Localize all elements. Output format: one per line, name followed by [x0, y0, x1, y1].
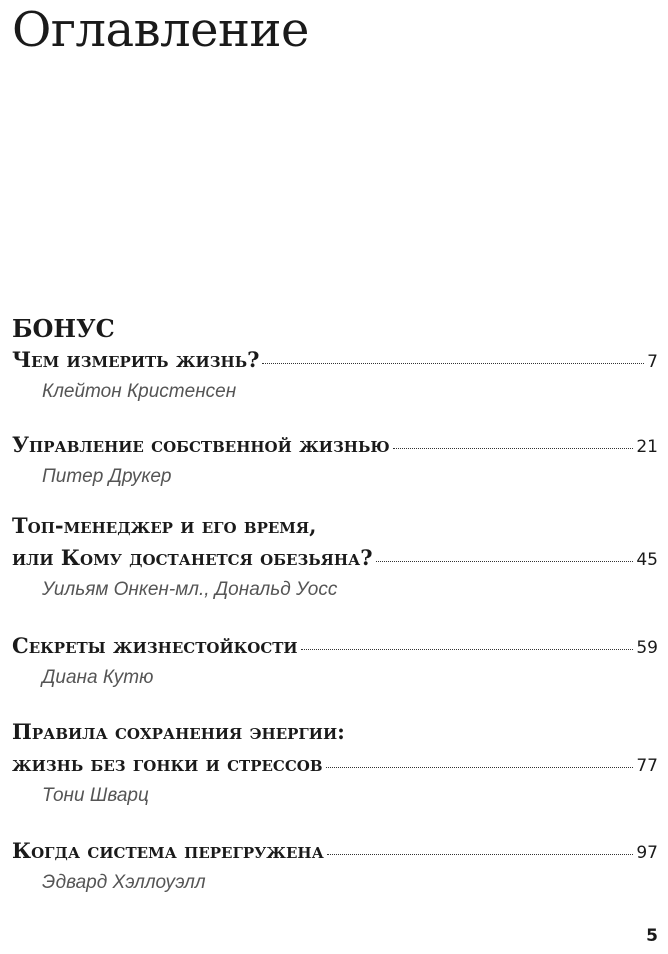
toc-entry-author: Диана Кутю	[42, 667, 154, 688]
toc-entry[interactable]	[12, 838, 658, 896]
page-folio-number: 5	[646, 926, 658, 946]
toc-page-number[interactable]: 97	[636, 843, 658, 863]
toc-page-number[interactable]: 77	[636, 756, 658, 776]
toc-page-number[interactable]: 21	[636, 437, 658, 457]
toc-entry[interactable]	[12, 633, 658, 691]
toc-entry-title-continued[interactable]: или Кому достанется обезьяна?	[12, 545, 373, 570]
toc-entry-author: Тони Шварц	[42, 785, 149, 806]
toc-entry[interactable]	[12, 513, 658, 603]
toc-entry-title[interactable]: Правила сохранения энергии:	[12, 719, 345, 744]
toc-page-number[interactable]: 7	[647, 352, 658, 372]
toc-entry[interactable]	[12, 347, 658, 405]
toc-entry-title[interactable]: Топ-менеджер и его время,	[12, 513, 317, 538]
toc-entry-line	[12, 838, 658, 870]
toc-entry-author: Питер Друкер	[42, 466, 172, 487]
dot-leader	[376, 561, 634, 562]
toc-entry-line-1	[12, 719, 658, 751]
toc-entry[interactable]	[12, 432, 658, 490]
toc-page-number[interactable]: 59	[636, 638, 658, 658]
toc-entry-line	[12, 432, 658, 464]
dot-leader	[262, 363, 644, 364]
dot-leader	[301, 649, 634, 650]
dot-leader	[393, 448, 634, 449]
toc-page-number[interactable]: 45	[636, 550, 658, 570]
dot-leader	[326, 767, 634, 768]
toc-entry-title[interactable]: Чем измерить жизнь?	[12, 347, 260, 372]
toc-entry-title[interactable]: Управление собственной жизнью	[12, 432, 390, 457]
section-label: БОНУС	[12, 314, 115, 343]
toc-entry-title-continued[interactable]: жизнь без гонки и стрессов	[12, 751, 323, 776]
toc-entry-author: Эдвард Хэллоуэлл	[42, 872, 206, 893]
toc-entry-author: Уильям Онкен-мл., Дональд Уосс	[42, 579, 338, 600]
toc-entry-title[interactable]: Секреты жизнестойкости	[12, 633, 298, 658]
toc-entry-title[interactable]: Когда система перегружена	[12, 838, 324, 863]
toc-entry-author: Клейтон Кристенсен	[42, 381, 237, 402]
toc-entry-line-2	[12, 545, 658, 577]
toc-entry-line-1	[12, 513, 658, 545]
page-title: Оглавление	[12, 2, 309, 58]
toc-entry-line-2	[12, 751, 658, 783]
toc-entry[interactable]	[12, 719, 658, 809]
toc-entry-line	[12, 347, 658, 379]
dot-leader	[327, 854, 634, 855]
toc-entry-line	[12, 633, 658, 665]
